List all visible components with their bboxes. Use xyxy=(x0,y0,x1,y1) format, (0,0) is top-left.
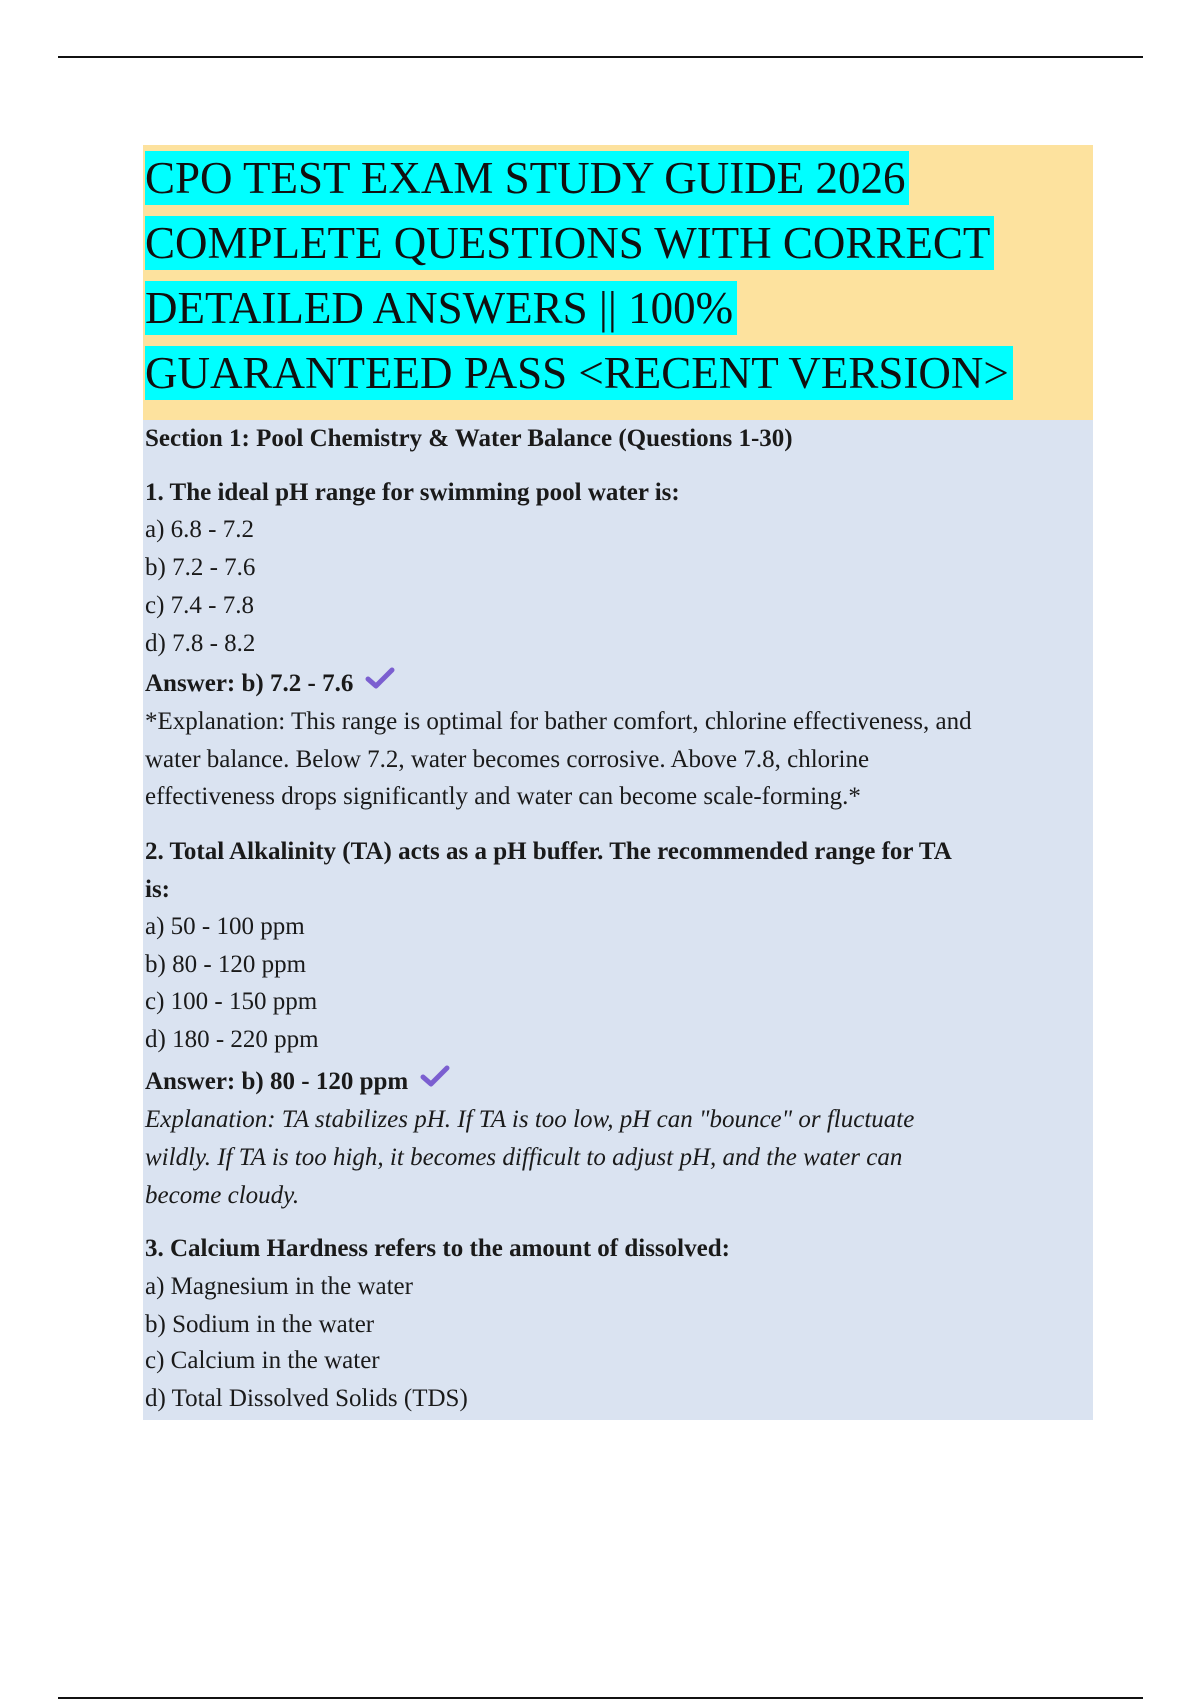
checkmark-icon xyxy=(365,664,395,702)
question-2-answer-text: Answer: b) 80 - 120 ppm xyxy=(145,1068,409,1095)
question-2-answer xyxy=(145,1063,450,1101)
question-2-option-d: d) 180 - 220 ppm xyxy=(145,1026,319,1053)
header-rule xyxy=(58,56,1143,58)
title-line-2: COMPLETE QUESTIONS WITH CORRECT xyxy=(145,216,994,270)
question-2-option-b: b) 80 - 120 ppm xyxy=(145,951,307,978)
question-1-option-b: b) 7.2 - 7.6 xyxy=(145,554,256,581)
question-2-text-line-2: is: xyxy=(145,876,170,903)
footer-rule xyxy=(58,1697,1143,1699)
question-3-option-c: c) Calcium in the water xyxy=(145,1347,380,1374)
question-3-option-b: b) Sodium in the water xyxy=(145,1311,375,1338)
question-1-explanation-line-2: water balance. Below 7.2, water becomes corrosive. Above 7.8, chlorine xyxy=(145,746,870,773)
question-1-explanation-line-1: *Explanation: This range is optimal for bather comfort, chlorine effectiveness, and xyxy=(145,708,972,735)
title-line-4: GUARANTEED PASS <RECENT VERSION> xyxy=(145,346,1013,400)
question-2-option-a: a) 50 - 100 ppm xyxy=(145,913,305,940)
question-1-option-a: a) 6.8 - 7.2 xyxy=(145,516,254,543)
question-1-option-c: c) 7.4 - 7.8 xyxy=(145,592,254,619)
question-2-option-c: c) 100 - 150 ppm xyxy=(145,988,318,1015)
question-1-explanation-line-3: effectiveness drops significantly and water can become scale-forming.* xyxy=(145,783,861,810)
question-1-text: 1. The ideal pH range for swimming pool water is: xyxy=(145,479,680,506)
question-1-option-d: d) 7.8 - 8.2 xyxy=(145,630,256,657)
question-3-option-d: d) Total Dissolved Solids (TDS) xyxy=(145,1385,468,1412)
content-block xyxy=(143,420,1093,1420)
question-1-answer xyxy=(145,665,395,703)
question-2-explanation-line-3: become cloudy. xyxy=(145,1182,300,1209)
title-block xyxy=(143,145,1093,420)
title-line-3: DETAILED ANSWERS || 100% xyxy=(145,281,737,335)
question-3-option-a: a) Magnesium in the water xyxy=(145,1273,413,1300)
question-3-text: 3. Calcium Hardness refers to the amount of dissolved: xyxy=(145,1235,730,1262)
section-heading: Section 1: Pool Chemistry & Water Balance (Questions 1-30) xyxy=(145,425,793,452)
question-2-explanation-line-1: Explanation: TA stabilizes pH. If TA is too low, pH can "bounce" or fluctuate xyxy=(145,1106,915,1133)
question-2-explanation-line-2: wildly. If TA is too high, it becomes difficult to adjust pH, and the water can xyxy=(145,1144,903,1171)
question-1-answer-text: Answer: b) 7.2 - 7.6 xyxy=(145,670,354,697)
checkmark-icon xyxy=(420,1062,450,1100)
title-line-1: CPO TEST EXAM STUDY GUIDE 2026 xyxy=(145,151,909,205)
question-2-text-line-1: 2. Total Alkalinity (TA) acts as a pH buffer. The recommended range for TA xyxy=(145,838,952,865)
